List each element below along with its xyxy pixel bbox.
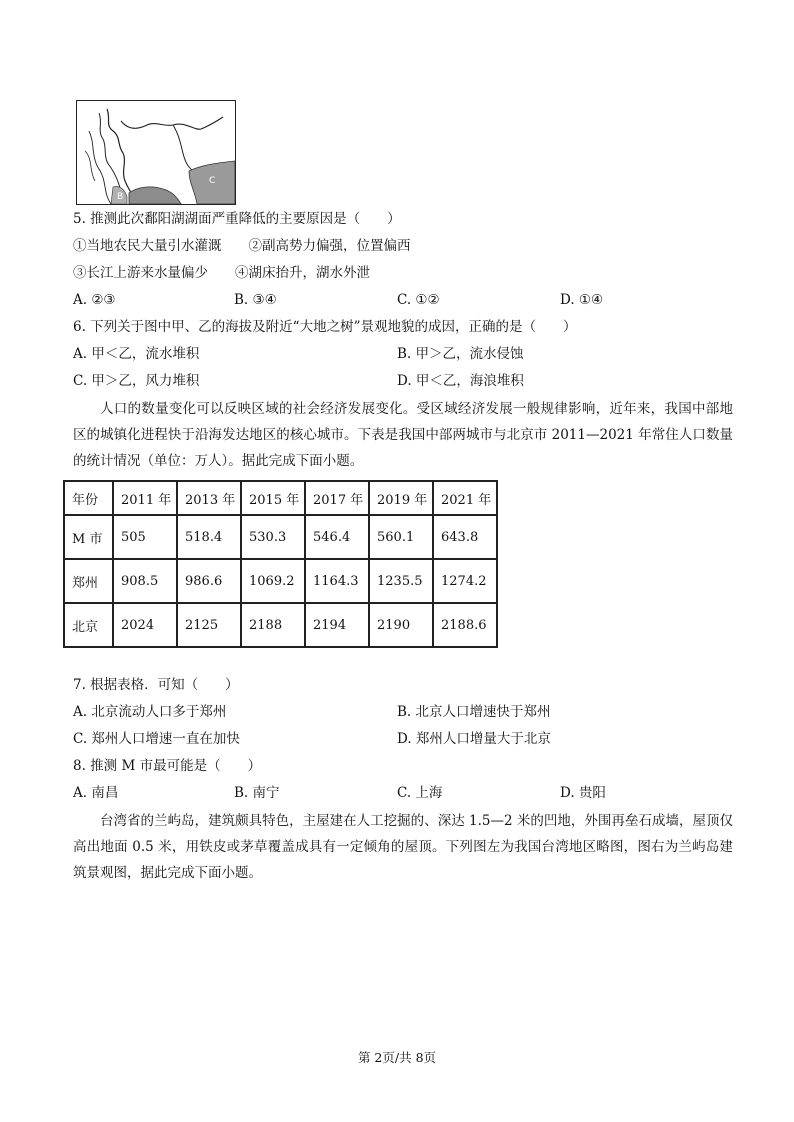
q5-option-c: C. ①② [397, 292, 440, 308]
map-label-b: B [117, 192, 124, 202]
q7-option-b: B. 北京人口增速快于郑州 [397, 704, 551, 720]
table-row [64, 559, 497, 603]
q5-line1: ①当地农民大量引水灌溉 ②副高势力偏强，位置偏西 [73, 238, 411, 254]
table-cell: 643.8 [433, 515, 497, 559]
table-cell: 546.4 [305, 515, 369, 559]
q6-option-c: C. 甲＞乙，风力堆积 [73, 373, 200, 389]
table-cell: 1235.5 [369, 559, 433, 603]
lanyu-intro: 台湾省的兰屿岛，建筑颇具特色，主屋建在人工挖掘的、深达 1.5—2 米的凹地，外围再垒石成墙，屋顶仅高出地面 0.5 米，用铁皮或茅草覆盖成具有一定倾角的屋顶。下列图左为我国台湾地区略图，图右为兰屿岛建筑景观图，据此完成下面小题。 [73, 813, 733, 881]
table-cell: 2024 [113, 603, 177, 647]
table-cell: 2125 [177, 603, 241, 647]
table-cell: 2194 [305, 603, 369, 647]
table-cell: 1274.2 [433, 559, 497, 603]
q7-stem: 7. 根据表格．可知（ ） [73, 677, 239, 693]
q5-line2: ③长江上游来水量偏少 ④湖床抬升，湖水外泄 [73, 265, 370, 281]
table-cell: 986.6 [177, 559, 241, 603]
table-cell: 2188.6 [433, 603, 497, 647]
table-row [64, 515, 497, 559]
table-cell: 北京 [64, 603, 113, 647]
q5-option-b: B. ③④ [234, 292, 277, 308]
q6-stem: 6. 下列关于图中甲、乙的海拔及附近“大地之树”景观地貌的成因，正确的是（ ） [73, 319, 577, 335]
map-label-c: C [209, 176, 216, 186]
table-header-cell: 2017 年 [305, 481, 369, 515]
q6-option-d: D. 甲＜乙，海浪堆积 [397, 373, 524, 389]
lake-map-figure [76, 100, 236, 205]
q5-option-a: A. ②③ [73, 292, 116, 308]
table-header-cell: 2021 年 [433, 481, 497, 515]
table-cell: 530.3 [241, 515, 305, 559]
table-header-cell: 2019 年 [369, 481, 433, 515]
table-cell: 560.1 [369, 515, 433, 559]
table-cell: 2188 [241, 603, 305, 647]
population-table [63, 480, 498, 648]
table-cell: 518.4 [177, 515, 241, 559]
table-cell: 1069.2 [241, 559, 305, 603]
population-intro: 人口的数量变化可以反映区域的社会经济发展变化。受区域经济发展一般规律影响，近年来，我国中部地区的城镇化进程快于沿海发达地区的核心城市。下表是我国中部两城市与北京市 2011—2021 年常住人口数量的统计情况（单位：万人）。据此完成下面小题。 [73, 401, 733, 469]
table-header-cell: 2015 年 [241, 481, 305, 515]
q7-option-d: D. 郑州人口增量大于北京 [397, 731, 551, 747]
q6-option-b: B. 甲＞乙，流水侵蚀 [397, 346, 524, 362]
table-header-row [64, 481, 497, 515]
q8-option-b: B. 南宁 [234, 785, 280, 801]
page-footer: 第 2页/共 8页 [357, 1050, 437, 1065]
q7-option-c: C. 郑州人口增速一直在加快 [73, 731, 240, 747]
q5-option-d: D. ①④ [560, 292, 604, 308]
table-cell: M 市 [64, 515, 113, 559]
q5-stem: 5. 推测此次鄱阳湖湖面严重降低的主要原因是（ ） [73, 211, 401, 227]
table-row [64, 603, 497, 647]
q6-option-a: A. 甲＜乙，流水堆积 [73, 346, 200, 362]
table-cell: 908.5 [113, 559, 177, 603]
q8-stem: 8. 推测 M 市最可能是（ ） [73, 758, 262, 774]
table-cell: 郑州 [64, 559, 113, 603]
table-header-cell: 2011 年 [113, 481, 177, 515]
q8-option-c: C. 上海 [397, 785, 443, 801]
table-header-cell: 年份 [64, 481, 113, 515]
table-cell: 505 [113, 515, 177, 559]
q8-option-d: D. 贵阳 [560, 785, 606, 801]
lake-map-drawing [77, 101, 235, 204]
q7-option-a: A. 北京流动人口多于郑州 [73, 704, 227, 720]
table-cell: 1164.3 [305, 559, 369, 603]
q8-option-a: A. 南昌 [73, 785, 119, 801]
table-cell: 2190 [369, 603, 433, 647]
table-header-cell: 2013 年 [177, 481, 241, 515]
